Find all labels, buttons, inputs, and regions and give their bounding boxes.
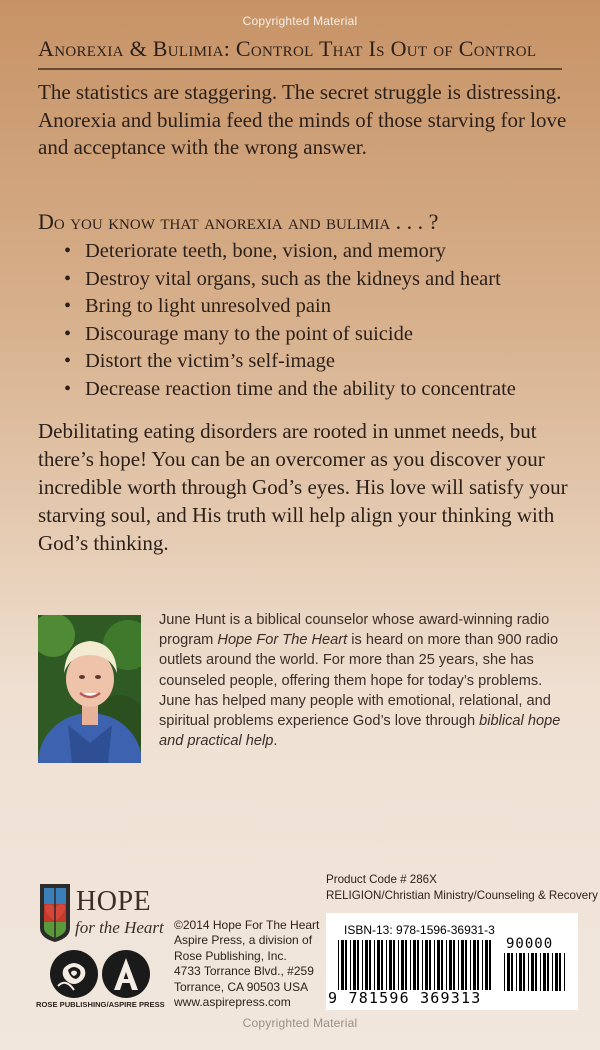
barcode-bar	[437, 940, 440, 990]
barcode-bar	[540, 953, 541, 991]
list-item-text: Bring to light unresolved pain	[85, 295, 331, 317]
list-item	[62, 266, 582, 294]
barcode-bar	[401, 940, 404, 990]
product-info	[326, 872, 596, 903]
effects-list	[62, 238, 582, 403]
price-code: 90000	[506, 936, 554, 952]
barcode-bar	[422, 940, 423, 990]
barcode-bar	[353, 940, 356, 990]
product-code: Product Code # 286X	[326, 873, 437, 886]
barcode-bar	[357, 940, 359, 990]
author-bio	[159, 610, 569, 751]
bullet-icon: •	[64, 267, 72, 290]
address-line: Torrance, CA 90503 USA	[174, 979, 309, 994]
isbn-label: ISBN-13: 978-1596-36931-3	[344, 923, 495, 937]
address-line: 4733 Torrance Blvd., #259	[174, 964, 314, 979]
rose-publishing-label: ROSE PUBLISHING/ASPIRE PRESS	[36, 1000, 165, 1009]
barcode-bar	[504, 953, 505, 991]
bio-text: June Hunt is a biblical counselor whose award-winning radio program	[159, 612, 550, 649]
barcode-bar	[507, 953, 510, 991]
copyright-watermark-bottom: Copyrighted Material	[242, 1016, 358, 1030]
price-barcode	[502, 953, 570, 991]
barcode-bar	[389, 940, 392, 990]
barcode-bar	[555, 953, 558, 991]
list-item	[62, 293, 582, 321]
barcode-bar	[369, 940, 371, 990]
list-item	[62, 321, 582, 349]
rose-publishing-logo	[48, 948, 153, 1000]
hope-logo-text: HOPE	[76, 886, 152, 917]
barcode-bar	[564, 953, 565, 991]
barcode-bar	[477, 940, 479, 990]
isbn-barcode	[336, 940, 496, 990]
list-item	[62, 238, 582, 266]
barcode-bar	[398, 940, 399, 990]
barcode-bar	[441, 940, 443, 990]
barcode-bar	[377, 940, 380, 990]
barcode-bar	[559, 953, 561, 991]
bullet-icon: •	[64, 295, 72, 317]
barcode-bar	[345, 940, 347, 990]
intro-paragraph: The statistics are staggering. The secret struggle is distressing. Anorexia and bulimia feed the minds of those starving for love and acceptance with the wrong answer.	[38, 80, 567, 159]
barcode-box	[326, 913, 578, 1010]
barcode-bar	[473, 940, 476, 990]
barcode-bar	[350, 940, 351, 990]
list-item-text: Decrease reaction time and the ability to concentrate	[85, 377, 516, 400]
barcode-bar	[552, 953, 553, 991]
bullet-icon: •	[64, 240, 72, 262]
barcode-bar	[489, 940, 491, 990]
publisher-line: Rose Publishing, Inc.	[174, 948, 287, 963]
barcode-bar	[528, 953, 529, 991]
bio-text: is heard on more than 900 radio outlets around the world. For more than 25 years, she has counseled people, offering them hope for today’s problems. June has helped many people with emotional, relational, and spiritual problems experience God’s love through	[159, 632, 559, 730]
barcode-bar	[470, 940, 471, 990]
barcode-bar	[410, 940, 411, 990]
copyright-watermark-top: Copyrighted Material	[242, 14, 358, 28]
barcode-bar	[341, 940, 344, 990]
barcode-bar	[458, 940, 459, 990]
isbn-digits: 9 781596 369313	[328, 989, 482, 1007]
barcode-bar	[429, 940, 431, 990]
barcode-bar	[381, 940, 383, 990]
product-category: RELIGION/Christian Ministry/Counseling & Recovery	[326, 888, 598, 902]
list-item	[62, 376, 582, 404]
barcode-bar	[449, 940, 452, 990]
barcode-bar	[362, 940, 363, 990]
bio-text: .	[273, 733, 278, 750]
barcode-bar	[516, 953, 517, 991]
bullet-icon: •	[64, 322, 72, 345]
barcode-bar	[405, 940, 407, 990]
barcode-bar	[531, 953, 534, 991]
author-photo	[38, 615, 141, 763]
bio-tagline: biblical hope and practical help	[159, 713, 561, 750]
barcode-bar	[485, 940, 488, 990]
question-heading: Do you know that anorexia and bulimia . . . ?	[38, 209, 439, 234]
list-item-text: Distort the victim’s self-image	[85, 350, 335, 372]
barcode-bar	[365, 940, 368, 990]
list-item	[62, 348, 582, 376]
barcode-bar	[425, 940, 428, 990]
program-name: Hope For The Heart	[217, 632, 348, 649]
barcode-bar	[338, 940, 339, 990]
publisher-line: Aspire Press, a division of	[174, 933, 313, 948]
barcode-bar	[413, 940, 416, 990]
barcode-bar	[523, 953, 525, 991]
list-item-text: Destroy vital organs, such as the kidneys and heart	[85, 267, 501, 290]
barcode-bar	[511, 953, 513, 991]
barcode-bar	[393, 940, 395, 990]
title-divider	[38, 68, 562, 70]
hope-paragraph: Debilitating eating disorders are rooted in unmet needs, but there’s hope! You can be an overcomer as you discover your incredible worth through God’s eyes. His love will satisfy your starving soul, and His truth will help align your thinking with God’s thinking.	[38, 419, 568, 555]
barcode-bar	[547, 953, 549, 991]
barcode-bar	[386, 940, 387, 990]
barcode-bar	[374, 940, 375, 990]
barcode-bar	[461, 940, 464, 990]
list-item-text: Deteriorate teeth, bone, vision, and memory	[85, 240, 446, 262]
barcode-bar	[417, 940, 419, 990]
heart-logo-text: for the Heart	[75, 918, 164, 937]
barcode-bar	[543, 953, 546, 991]
page-title: Anorexia & Bulimia: Control That Is Out of Control	[38, 36, 537, 61]
barcode-bar	[446, 940, 447, 990]
bullet-icon: •	[64, 350, 72, 372]
barcode-bar	[535, 953, 537, 991]
barcode-bar	[434, 940, 435, 990]
barcode-bar	[465, 940, 467, 990]
barcode-bar	[453, 940, 455, 990]
publisher-info	[174, 918, 324, 1010]
bullet-icon: •	[64, 377, 72, 400]
barcode-bar	[519, 953, 522, 991]
list-item-text: Discourage many to the point of suicide	[85, 322, 413, 345]
copyright-line: ©2014 Hope For The Heart	[174, 918, 320, 932]
website-link[interactable]: www.aspirepress.com	[174, 995, 291, 1010]
barcode-bar	[482, 940, 483, 990]
